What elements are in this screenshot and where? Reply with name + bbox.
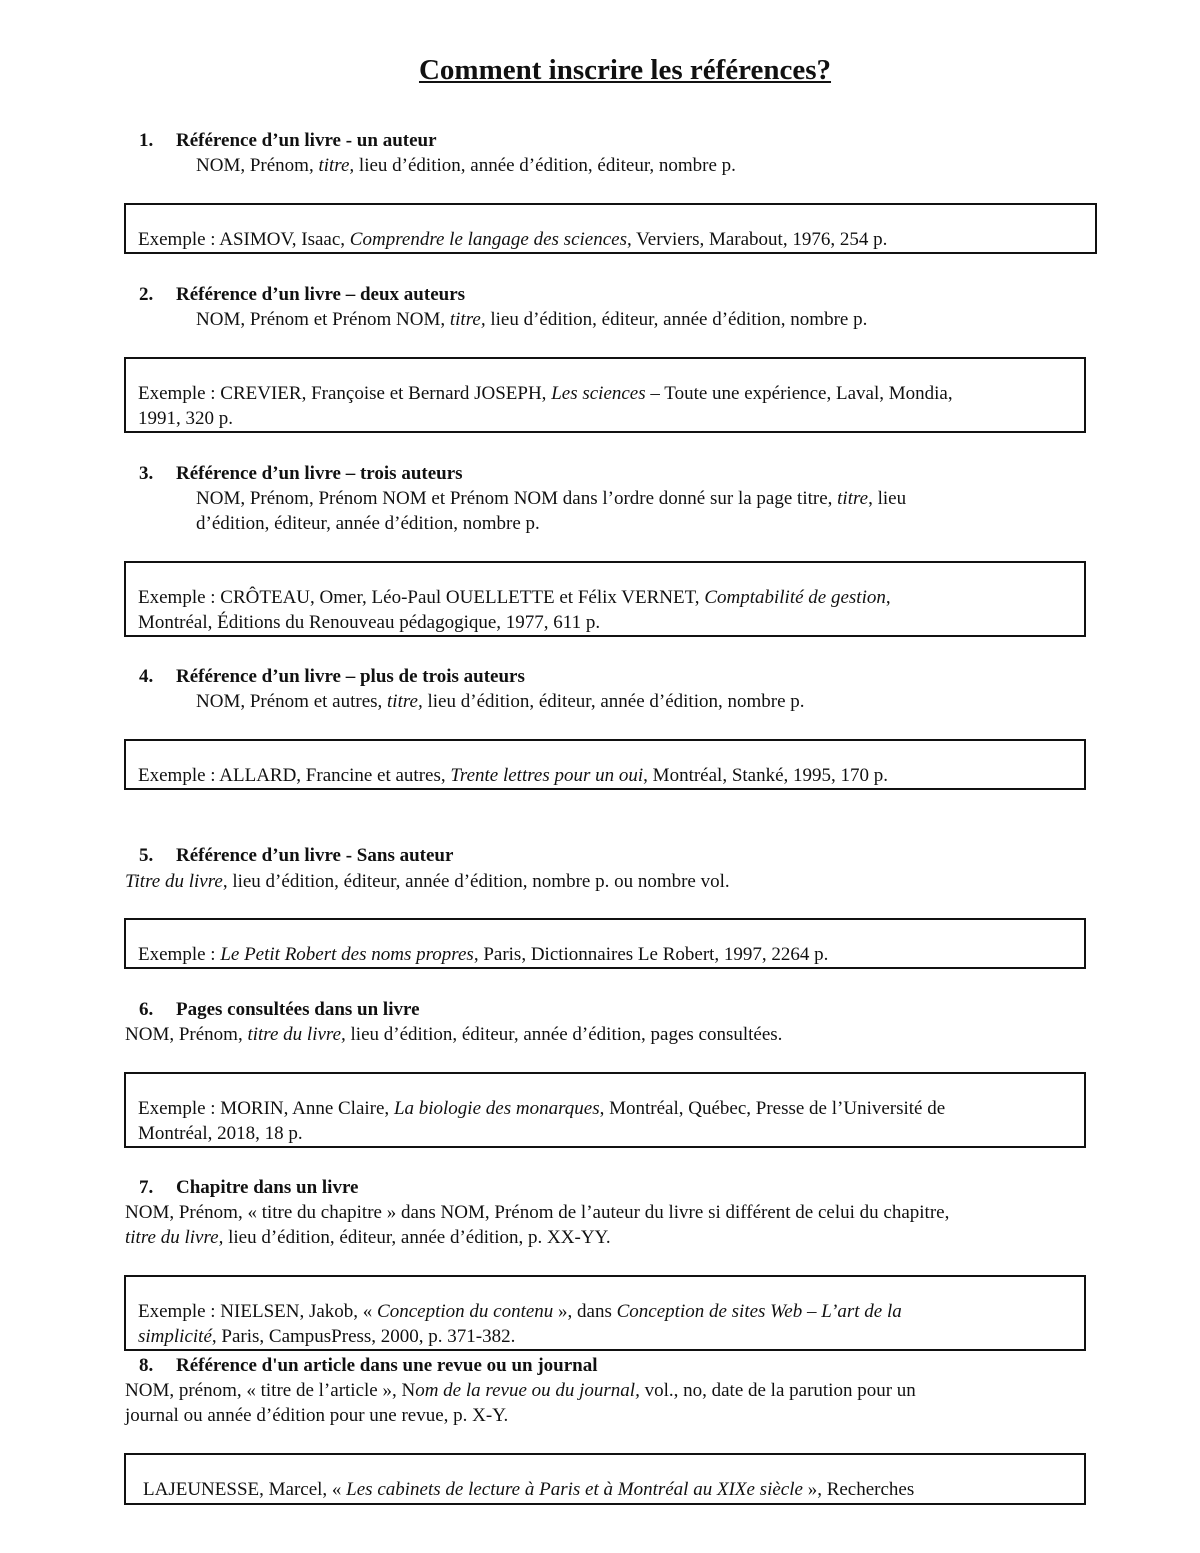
format-text: , lieu <box>868 488 907 509</box>
section-number: 2. <box>139 284 154 305</box>
example-italic: Les sciences <box>551 383 646 404</box>
section-title: Référence d'un article dans une revue ou un journal <box>176 1355 598 1376</box>
format-text: NOM, Prénom et Prénom NOM, <box>196 309 450 330</box>
example-italic: La biologie des monarques <box>393 1098 600 1119</box>
section-number: 1. <box>139 130 154 151</box>
example-text: , Montréal, Stanké, 1995, 170 p. <box>643 765 889 786</box>
format-line <box>196 307 867 332</box>
example-text: Exemple : <box>138 944 221 965</box>
example-box-1 <box>124 203 1097 254</box>
format-italic: titre, <box>387 691 423 712</box>
example-line <box>138 381 1084 406</box>
example-italic: Comprendre le langage des sciences <box>349 229 627 250</box>
format-italic: titre, <box>449 309 486 330</box>
section-heading-3 <box>139 461 463 486</box>
format-text: NOM, prénom, « titre de l’article », N <box>125 1380 416 1401</box>
example-line <box>143 1477 1084 1502</box>
format-text: , lieu d’édition, éditeur, année d’édition, nombre p. ou nombre vol. <box>222 871 730 892</box>
example-text: », Recherches <box>802 1479 915 1500</box>
format-line: journal ou année d’édition pour une revue, p. X-Y. <box>125 1405 509 1426</box>
example-box-6 <box>124 1072 1086 1148</box>
page-title: Comment inscrire les références? <box>418 54 832 86</box>
example-text: , Paris, Dictionnaires Le Robert, 1997, 2264 p. <box>473 944 829 965</box>
section-title: Référence d’un livre – trois auteurs <box>176 463 463 484</box>
example-line <box>138 585 1084 610</box>
format-text: lieu d’édition, éditeur, année d’édition, nombre p. <box>422 691 805 712</box>
section-title: Chapitre dans un livre <box>176 1177 359 1198</box>
section-title: Référence d’un livre – deux auteurs <box>176 284 466 305</box>
format-text: NOM, Prénom, <box>196 155 319 176</box>
section-heading-8 <box>139 1353 598 1378</box>
example-italic: simplicité <box>138 1326 212 1347</box>
example-text: , <box>885 587 891 608</box>
example-italic: Conception de sites Web – L’art de la <box>616 1301 902 1322</box>
section-heading-5 <box>139 843 453 868</box>
example-box-8 <box>124 1453 1086 1505</box>
section-number: 6. <box>139 999 154 1020</box>
section-title: Référence d’un livre - un auteur <box>176 130 437 151</box>
example-italic: Le Petit Robert des noms propres <box>220 944 474 965</box>
format-italic: titre <box>837 488 869 509</box>
example-line: Montréal, 2018, 18 p. <box>138 1123 303 1144</box>
example-line <box>138 942 1084 967</box>
format-text: lieu d’édition, éditeur, année d’édition, nombre p. <box>485 309 868 330</box>
example-italic: Les cabinets de lecture à Paris et à Montréal au XIXe siècle <box>346 1479 803 1500</box>
format-text: lieu d’édition, année d’édition, éditeur, nombre p. <box>354 155 736 176</box>
example-italic: Comptabilité de gestion <box>704 587 886 608</box>
format-italic: titre, <box>318 155 355 176</box>
section-number: 7. <box>139 1177 154 1198</box>
example-line <box>138 1324 1084 1349</box>
format-line <box>125 869 730 894</box>
format-line <box>196 689 805 714</box>
format-text: NOM, Prénom et autres, <box>196 691 388 712</box>
example-italic: Conception du contenu <box>377 1301 554 1322</box>
example-text: Exemple : ALLARD, Francine et autres, <box>138 765 451 786</box>
format-italic: titre du livre, <box>125 1227 224 1248</box>
format-text: lieu d’édition, éditeur, année d’édition, p. XX-YY. <box>223 1227 611 1248</box>
example-text: Exemple : NIELSEN, Jakob, « <box>138 1301 378 1322</box>
section-heading-2 <box>139 282 465 307</box>
example-text: », dans <box>553 1301 617 1322</box>
format-line <box>125 1022 782 1047</box>
section-title: Référence d’un livre - Sans auteur <box>176 845 454 866</box>
example-box-5 <box>124 918 1086 969</box>
format-italic: Titre du livre <box>125 871 223 892</box>
example-italic: Trente lettres pour un oui <box>450 765 644 786</box>
section-number: 5. <box>139 845 154 866</box>
section-number: 8. <box>139 1355 154 1376</box>
example-text: , Verviers, Marabout, 1976, 254 p. <box>627 229 888 250</box>
format-text: NOM, Prénom, <box>125 1024 248 1045</box>
format-line <box>196 486 906 511</box>
format-line <box>196 153 736 178</box>
format-line: NOM, Prénom, « titre du chapitre » dans NOM, Prénom de l’auteur du livre si différent de celui du chapitre, <box>125 1202 950 1223</box>
example-text: LAJEUNESSE, Marcel, « <box>143 1479 347 1500</box>
section-heading-7 <box>139 1175 358 1200</box>
example-text: , Montréal, Québec, Presse de l’Université de <box>599 1098 946 1119</box>
section-title: Pages consultées dans un livre <box>176 999 420 1020</box>
example-line <box>138 1299 1084 1324</box>
example-text: Exemple : ASIMOV, Isaac, <box>138 229 350 250</box>
example-line <box>138 1096 1084 1121</box>
example-line <box>138 763 1084 788</box>
example-text: Exemple : CREVIER, Françoise et Bernard JOSEPH, <box>138 383 552 404</box>
format-italic: om de la revue ou du journal, <box>415 1380 640 1401</box>
example-line: Montréal, Éditions du Renouveau pédagogique, 1977, 611 p. <box>138 612 601 633</box>
example-line: 1991, 320 p. <box>138 408 233 429</box>
format-text: NOM, Prénom, Prénom NOM et Prénom NOM dans l’ordre donné sur la page titre, <box>196 488 838 509</box>
format-line <box>125 1378 916 1403</box>
section-number: 3. <box>139 463 154 484</box>
section-number: 4. <box>139 666 154 687</box>
format-line <box>125 1225 611 1250</box>
example-box-3 <box>124 561 1086 637</box>
format-text: vol., no, date de la parution pour un <box>639 1380 916 1401</box>
example-box-2 <box>124 357 1086 433</box>
example-box-7 <box>124 1275 1086 1351</box>
format-italic: titre du livre, <box>247 1024 346 1045</box>
example-line <box>138 227 1095 252</box>
format-text: lieu d’édition, éditeur, année d’édition, pages consultées. <box>345 1024 783 1045</box>
example-text: Exemple : MORIN, Anne Claire, <box>138 1098 394 1119</box>
section-heading-4 <box>139 664 525 689</box>
section-heading-1 <box>139 128 437 153</box>
format-line: d’édition, éditeur, année d’édition, nombre p. <box>196 513 540 534</box>
example-text: Exemple : CRÔTEAU, Omer, Léo-Paul OUELLETTE et Félix VERNET, <box>138 587 705 608</box>
section-title: Référence d’un livre – plus de trois auteurs <box>176 666 525 687</box>
example-text: – Toute une expérience, Laval, Mondia, <box>645 383 953 404</box>
example-text: , Paris, CampusPress, 2000, p. 371-382. <box>211 1326 516 1347</box>
example-box-4 <box>124 739 1086 790</box>
section-heading-6 <box>139 997 420 1022</box>
